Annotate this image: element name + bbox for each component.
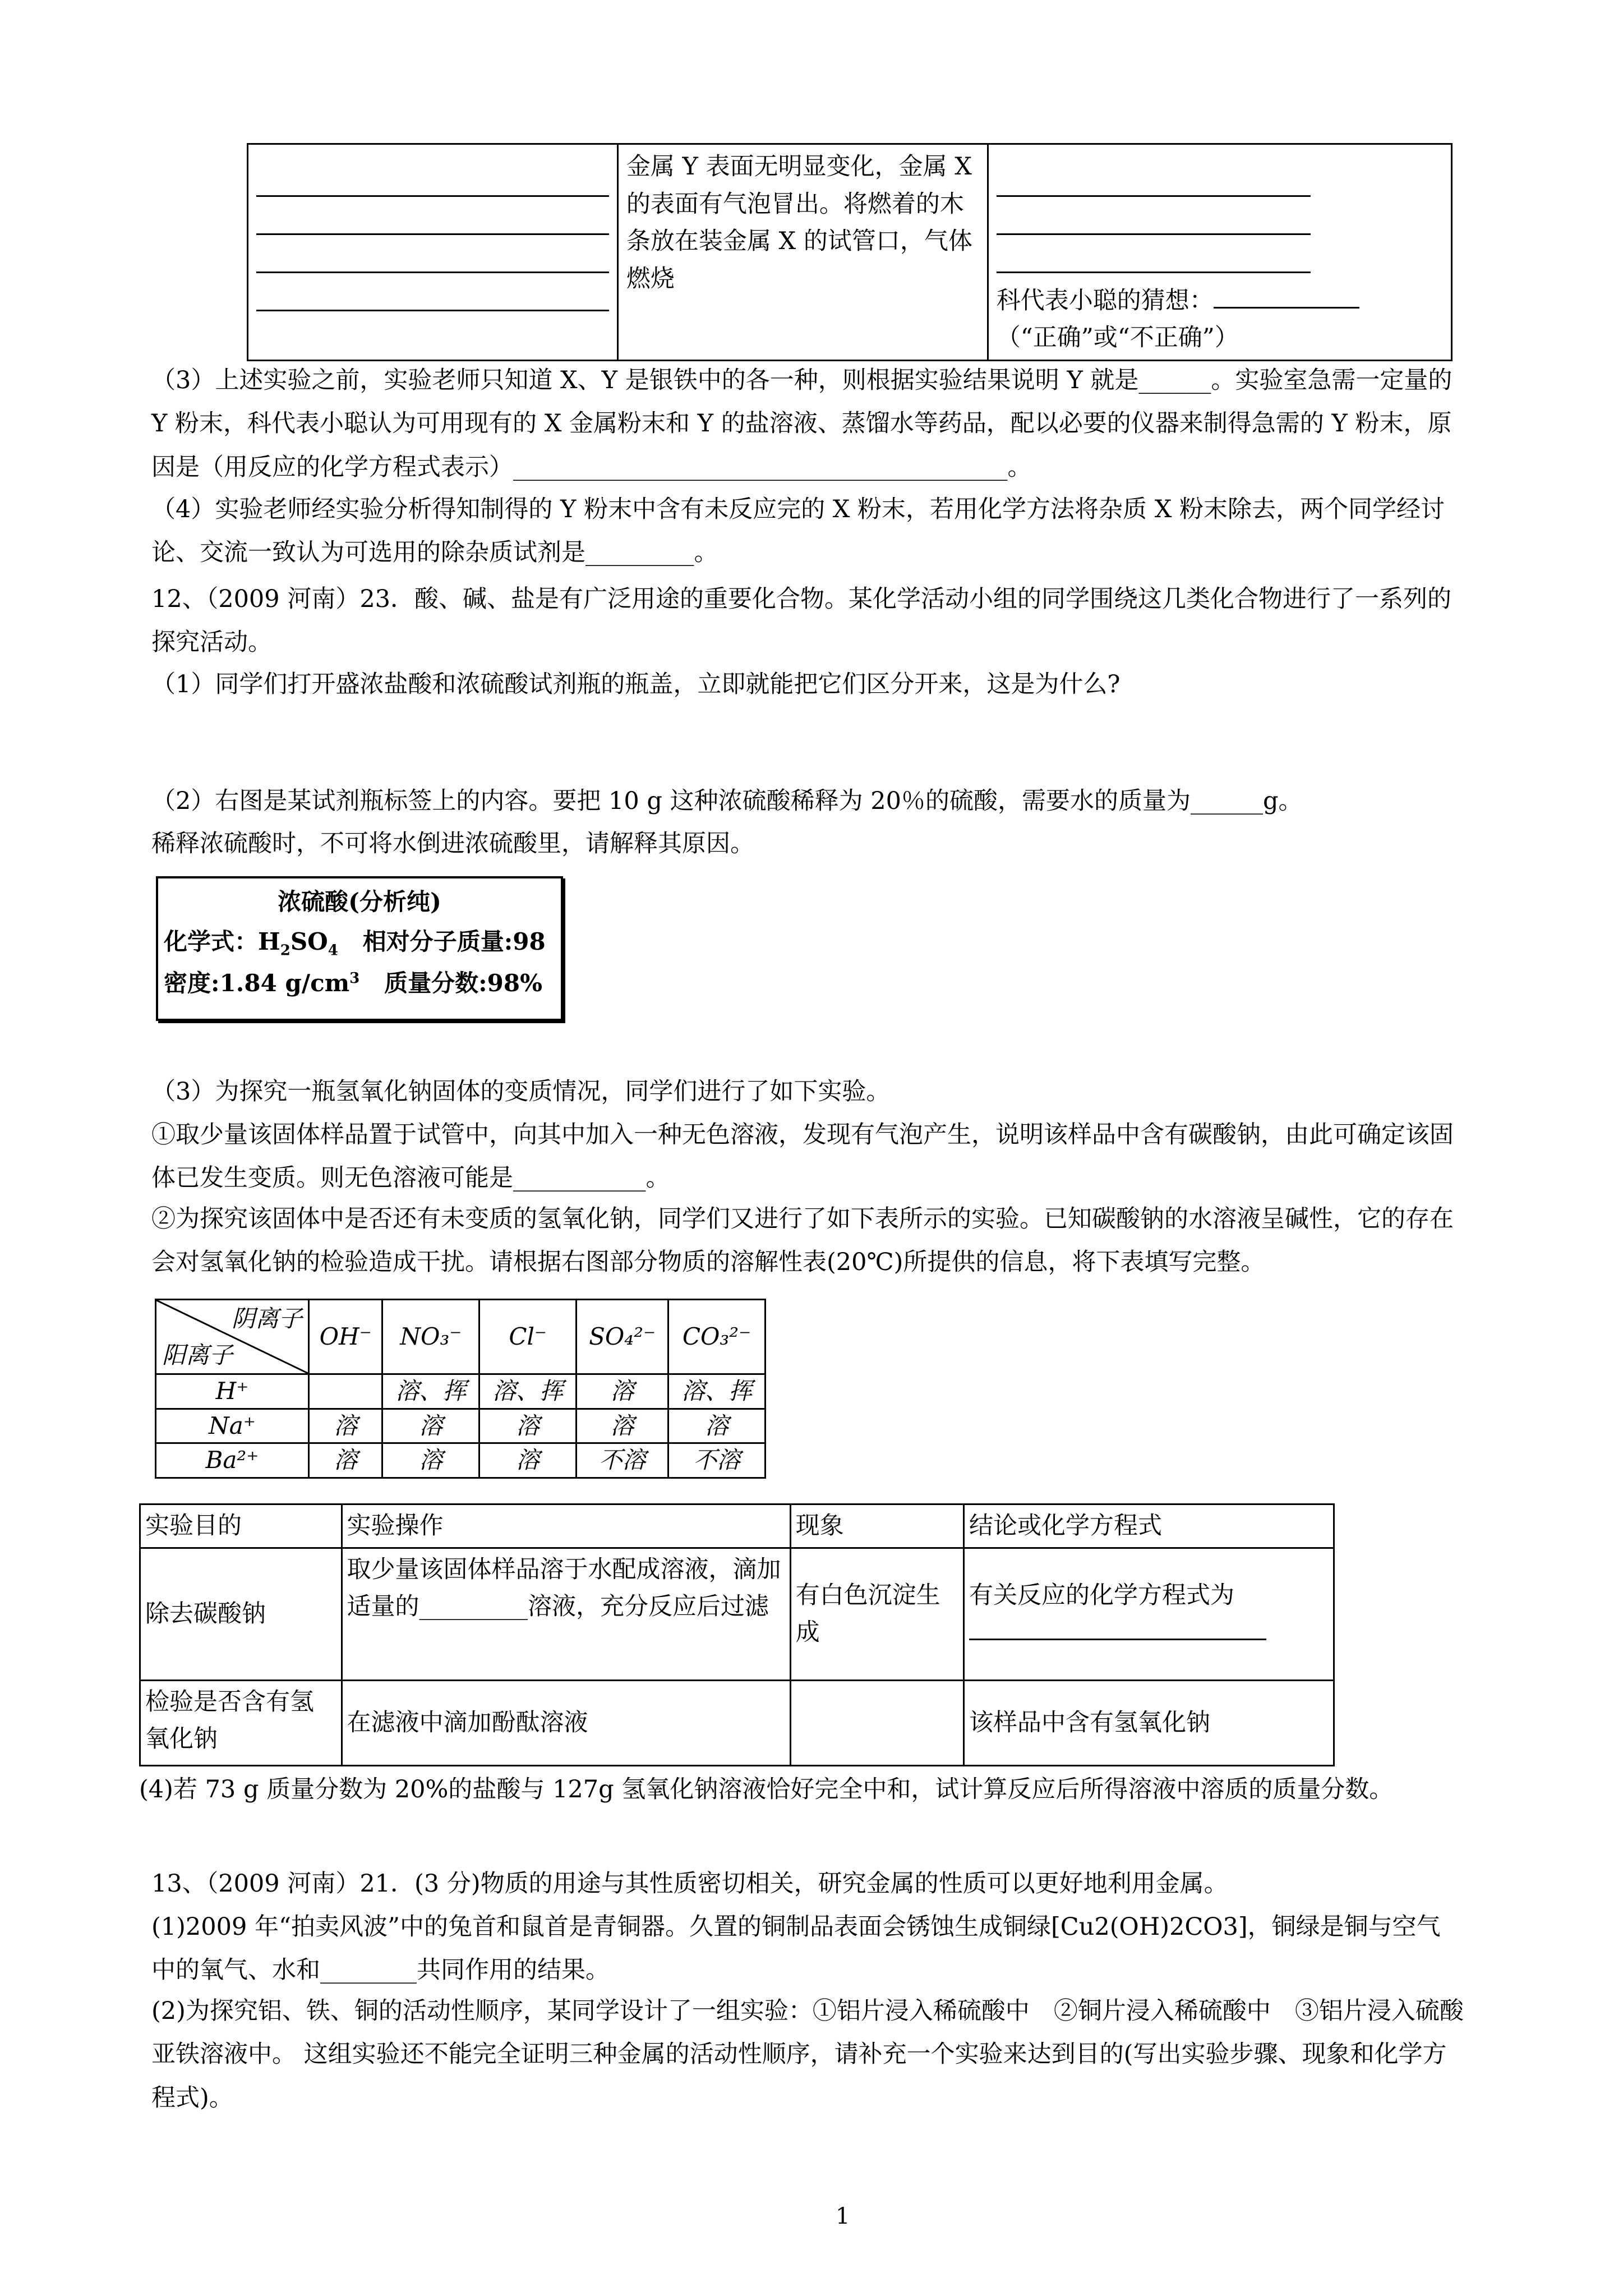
anion-header: CO₃²⁻: [668, 1300, 766, 1374]
column-header: 实验操作: [342, 1504, 790, 1548]
solubility-cell: 溶: [382, 1409, 479, 1443]
operation-cell: 在滤液中滴加酚酞溶液: [342, 1680, 790, 1765]
answer-blank: [1214, 285, 1359, 309]
page-number: 1: [836, 2203, 850, 2229]
q12-part2-line2: 稀释浓硫酸时，不可将水倒进浓硫酸里，请解释其原因。: [151, 830, 754, 858]
solubility-cell: 不溶: [577, 1443, 668, 1478]
experiment-row: [140, 1548, 1334, 1680]
q13-part2: (2)为探究铝、铁、铜的活动性顺序，某同学设计了一组实验：①铝片浸入稀硫酸中 ②铜片浸入稀硫酸中 ③铝片浸入硫酸亚铁溶液中。 这组实验还不能完全证明三种金属的活动性顺序，请补充一个实验来达到目的(写出实验步骤、现象和化学方程式)。: [151, 1997, 1464, 2112]
q12-part4: (4)若 73 g 质量分数为 20%的盐酸与 127g 氢氧化钠溶液恰好完全中和，试计算反应后所得溶液中溶质的质量分数。: [139, 1775, 1394, 1803]
q13-header: 13、（2009 河南）21．(3 分)物质的用途与其性质密切相关，研究金属的性质可以更好地利用金属。: [151, 1870, 1228, 1898]
cation-header: Na⁺: [156, 1409, 309, 1443]
column-header: 结论或化学方程式: [964, 1504, 1334, 1548]
answer-line: [997, 168, 1311, 197]
solubility-row: [156, 1374, 766, 1409]
anion-header: NO₃⁻: [382, 1300, 479, 1374]
experiment-header-row: [140, 1504, 1334, 1548]
solubility-cell: 溶: [668, 1409, 766, 1443]
anion-header: OH⁻: [309, 1300, 382, 1374]
conclusion-cell: 有关反应的化学方程式为: [964, 1548, 1334, 1680]
q11-part3: （3）上述实验之前，实验老师只知道 X、Y 是银铁中的各一种，则根据实验结果说明 Y 就是______。实验室急需一定量的 Y 粉末，科代表小聪认为可用现有的 X 金属粉末和 Y 的盐溶液、蒸馏水等药品，配以必要的仪器来制得急需的 Y 粉末，原因是（用反应的化学方程式表示）_________________________________________。: [151, 366, 1453, 481]
solubility-cell: 溶: [577, 1409, 668, 1443]
solubility-corner: [156, 1300, 309, 1374]
purpose-cell: 检验是否含有氢氧化钠: [140, 1680, 342, 1765]
answer-blank: _________: [419, 1593, 528, 1621]
solubility-cell: 溶: [479, 1409, 577, 1443]
solubility-cell: 不溶: [668, 1443, 766, 1478]
solubility-cell: 溶、挥: [668, 1374, 766, 1409]
cation-header: H⁺: [156, 1374, 309, 1409]
cation-header: Ba²⁺: [156, 1443, 309, 1478]
corner-cation-label: 阳离子: [162, 1341, 233, 1369]
label-formula-line: 化学式：$H_2SO_4$ 相对分子质量:98: [164, 928, 546, 959]
answer-line: [256, 245, 609, 273]
reagent-bottle-label: [156, 876, 563, 1021]
solubility-cell: [309, 1374, 382, 1409]
phenomenon-cell: 有白色沉淀生成: [790, 1548, 963, 1680]
q12-part3-intro: （3）为探究一瓶氢氧化钠固体的变质情况，同学们进行了如下实验。: [151, 1078, 891, 1106]
answer-line: [997, 245, 1311, 273]
phenomenon-cell: [790, 1680, 963, 1765]
solubility-cell: 溶: [479, 1443, 577, 1478]
q11-part4: （4）实验老师经实验分析得知制得的 Y 粉末中含有未反应完的 X 粉末，若用化学方法将杂质 X 粉末除去，两个同学经讨论、交流一致认为可选用的除杂质试剂是_________。: [151, 495, 1445, 567]
answer-blank: [969, 1617, 1266, 1640]
solubility-cell: 溶: [309, 1409, 382, 1443]
phenomenon-cell: 金属 Y 表面无明显变化，金属 X 的表面有气泡冒出。将燃着的木条放在装金属 X 的试管口，气体燃烧: [617, 144, 988, 361]
anion-header: SO₄²⁻: [577, 1300, 668, 1374]
solubility-row: [156, 1409, 766, 1443]
solubility-cell: 溶: [382, 1443, 479, 1478]
operation-cell: 取少量该固体样品溶于水配成溶液，滴加适量的_________溶液，充分反应后过滤: [342, 1548, 790, 1680]
conclusion-cell: 该样品中含有氢氧化钠: [964, 1680, 1334, 1765]
guess-options: （“正确”或“不正确”）: [996, 323, 1239, 352]
label-density-line: 密度:1.84 $g/cm^3$ 质量分数:98%: [164, 969, 543, 997]
solubility-table: [155, 1299, 766, 1479]
solubility-cell: 溶: [309, 1443, 382, 1478]
experiment-table-top: [247, 143, 1453, 361]
experiment-row: [140, 1680, 1334, 1765]
corner-anion-label: 阴离子: [231, 1305, 302, 1332]
q13-part1: (1)2009 年“拍卖风波”中的兔首和鼠首是青铜器。久置的铜制品表面会锈蚀生成铜绿[Cu2(OH)2CO3]，铜绿是铜与空气中的氧气、水和________共同作用的结果。: [151, 1913, 1441, 1985]
answer-line: [997, 206, 1311, 235]
solubility-cell: 溶: [577, 1374, 668, 1409]
q12-part1: （1）同学们打开盛浓盐酸和浓硫酸试剂瓶的瓶盖，立即就能把它们区分开来，这是为什么?: [151, 670, 1121, 698]
answer-line: [256, 283, 609, 311]
q12-part3-item1: ①取少量该固体样品置于试管中，向其中加入一种无色溶液，发现有气泡产生，说明该样品中含有碳酸钠，由此可确定该固体已发生变质。则无色溶液可能是___________。: [151, 1121, 1454, 1193]
q12-part2-line1: （2）右图是某试剂瓶标签上的内容。要把 10 g 这种浓硫酸稀释为 20％的硫酸，需要水的质量为______g。: [151, 787, 1303, 815]
answer-line: [256, 206, 609, 235]
anion-header: Cl⁻: [479, 1300, 577, 1374]
solubility-row: [156, 1443, 766, 1478]
experiment-table: [139, 1503, 1335, 1766]
q12-header: 12、（2009 河南）23．酸、碱、盐是有广泛用途的重要化合物。某化学活动小组的同学围绕这几类化合物进行了一系列的探究活动。: [151, 585, 1452, 657]
purpose-cell: 除去碳酸钠: [140, 1548, 342, 1680]
answer-line: [256, 168, 609, 197]
q12-part3-item2: ②为探究该固体中是否还有未变质的氢氧化钠，同学们又进行了如下表所示的实验。已知碳酸钠的水溶液呈碱性，它的存在会对氢氧化钠的检验造成干扰。请根据右图部分物质的溶解性表(20℃)所提供的信息，将下表填写完整。: [151, 1205, 1454, 1277]
label-title: 浓硫酸(分析纯): [278, 888, 441, 915]
column-header: 实验目的: [140, 1504, 342, 1548]
answer-lines-col1: [248, 144, 618, 361]
column-header: 现象: [790, 1504, 963, 1548]
solubility-header-row: [156, 1300, 766, 1374]
solubility-cell: 溶、挥: [479, 1374, 577, 1409]
conclusion-cell: [988, 144, 1451, 361]
solubility-cell: 溶、挥: [382, 1374, 479, 1409]
guess-label: 科代表小聪的猜想：: [996, 287, 1214, 315]
